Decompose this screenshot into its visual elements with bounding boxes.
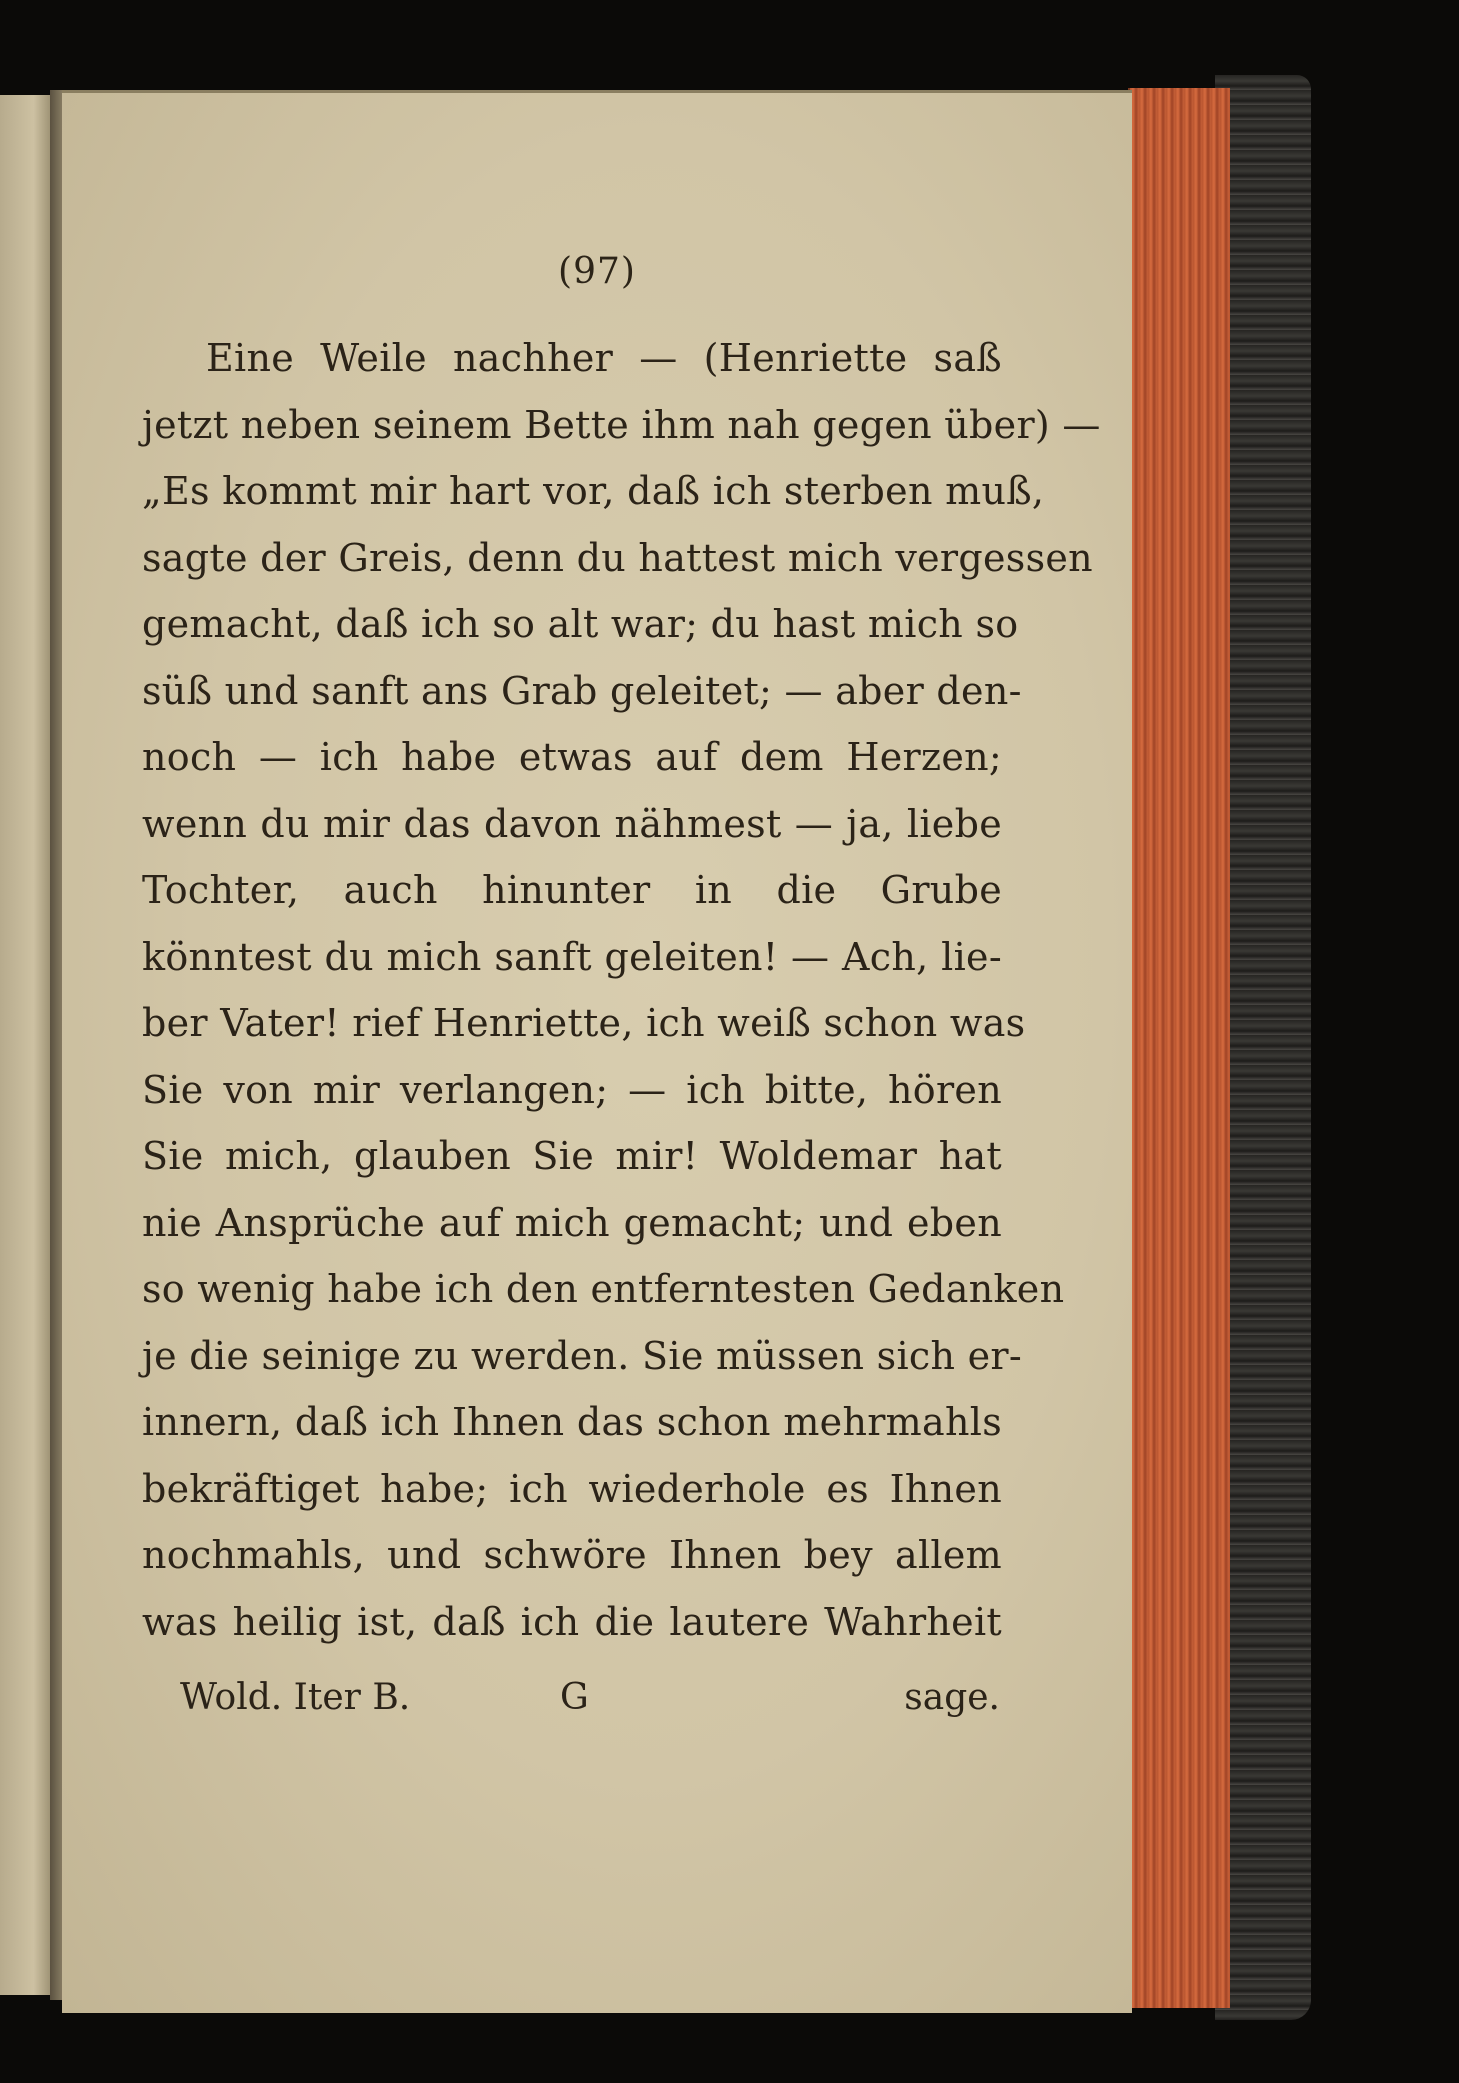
text-line: je die seinige zu werden. Sie müssen sich er- — [142, 1333, 1023, 1378]
catchword: sage. — [904, 1677, 1000, 1718]
body-text — [142, 325, 1101, 1655]
text-line: noch — ich habe etwas auf dem Herzen; — [142, 735, 1002, 779]
text-line: Tochter, auch hinunter in die Grube — [142, 868, 1002, 912]
page-footer — [180, 1677, 1000, 1737]
text-line: sagte der Greis, denn du hattest mich vergessen — [142, 535, 1093, 580]
text-line: Sie mich, glauben Sie mir! Woldemar hat — [142, 1134, 1002, 1178]
text-line: könntest du mich sanft geleiten! — Ach, lie- — [142, 934, 1002, 979]
text-line: süß und sanft ans Grab geleitet; — aber den- — [142, 668, 1022, 713]
text-line: was heilig ist, daß ich die lautere Wahrheit — [142, 1599, 1002, 1644]
text-line: Eine Weile nachher — (Henriette saß — [206, 336, 1002, 380]
text-line: so wenig habe ich den entferntesten Gedanken — [142, 1267, 1065, 1311]
text-line: jetzt neben seinem Bette ihm nah gegen über) — — [142, 402, 1101, 447]
text-line: gemacht, daß ich so alt war; du hast mich so — [142, 602, 1019, 646]
book-page — [62, 90, 1132, 2013]
text-line: wenn du mir das davon nähmest — ja, liebe — [142, 801, 1002, 846]
text-line: nie Ansprüche auf mich gemacht; und eben — [142, 1200, 1002, 1245]
text-line: „Es kommt mir hart vor, daß ich sterben muß, — [142, 469, 1045, 513]
page-number: (97) — [558, 251, 636, 292]
text-line: innern, daß ich Ihnen das schon mehrmahls — [142, 1400, 1002, 1444]
signature-title: Wold. Iter B. — [180, 1677, 411, 1718]
page-edges-red — [1128, 88, 1230, 2008]
signature-mark: G — [560, 1677, 589, 1718]
text-line: nochmahls, und schwöre Ihnen bey allem — [142, 1533, 1002, 1577]
text-line: Sie von mir verlangen; — ich bitte, hören — [142, 1067, 1002, 1112]
text-line: ber Vater! rief Henriette, ich weiß schon was — [142, 1001, 1026, 1045]
left-page-edge — [0, 95, 56, 1995]
text-line: bekräftiget habe; ich wiederhole es Ihnen — [142, 1466, 1002, 1511]
